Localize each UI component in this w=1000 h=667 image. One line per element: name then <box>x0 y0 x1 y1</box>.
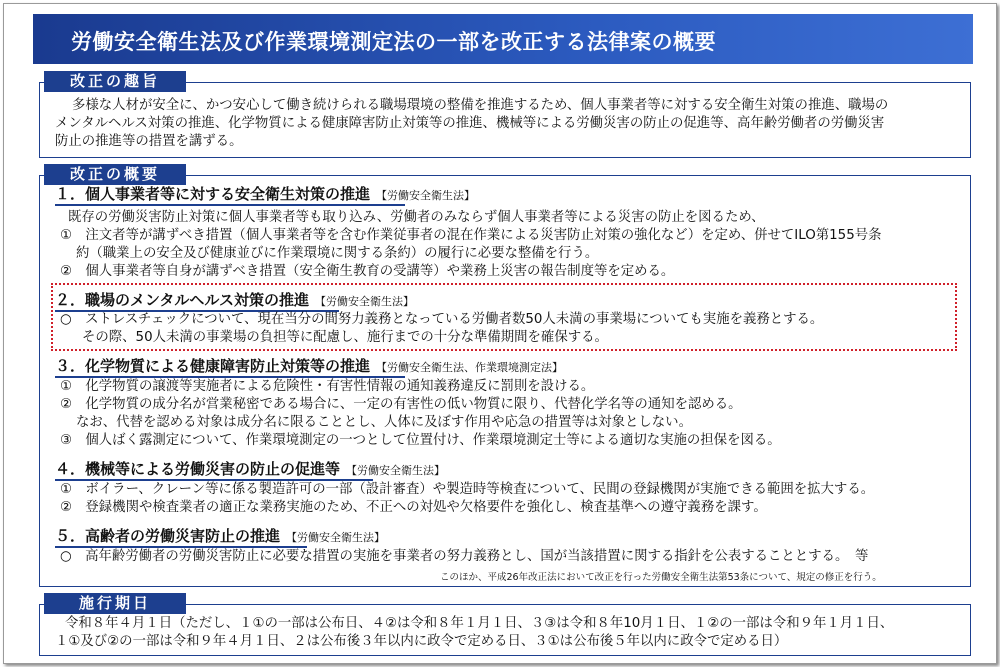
section-4-line-1: ① ボイラー、クレーン等に係る製造許可の一部（設計審査）や製造時等検査について、民間の登録機関が実施できる範囲を拡大する。 <box>60 482 875 497</box>
section-4-law: 【労働安全衛生法】 <box>346 464 446 477</box>
page-title: 労働安全衛生法及び作業環境測定法の一部を改正する法律案の概要 <box>71 30 716 54</box>
section-1-line-2: ① 注文者等が講ずべき措置（個人事業者等を含む作業従事者の混在作業による災害防止対策の強化など）を定め、併せてILO第155号条 <box>60 228 882 243</box>
overview-label: 改正の概要 <box>44 164 186 185</box>
section-1-law: 【労働安全衛生法】 <box>376 189 476 202</box>
section-1-line-4: ② 個人事業者等自身が講ずべき措置（安全衛生教育の受講等）や業務上災害の報告制度等を定める。 <box>60 264 675 279</box>
section-4-title: ４．機械等による労働災害の防止の促進等 <box>55 460 341 478</box>
section-3-line-1: ① 化学物質の譲渡等実施者による危険性・有害性情報の通知義務違反に罰則を設ける。 <box>60 379 595 394</box>
purpose-line-2: メンタルヘルス対策の推進、化学物質による健康障害防止対策等の推進、機械等による労働災害の防止の促進等、高年齢労働者の労働災害 <box>55 116 885 131</box>
section-2-law: 【労働安全衛生法】 <box>314 295 414 308</box>
effective-line-1: 令和８年４月１日（ただし、１①の一部は公布日、４②は令和８年１月１日、３③は令和８年10月１日、１②の一部は令和９年１月１日、 <box>65 616 894 631</box>
section-1-heading <box>55 184 475 206</box>
section-4-heading <box>55 459 445 481</box>
section-1-line-1: 既存の労働災害防止対策に個人事業者等も取り込み、労働者のみならず個人事業者等による災害の防止を図るため、 <box>68 210 765 225</box>
overview-footnote: このほか、平成26年改正法において改正を行った労働安全衛生法第53条について、規定の修正を行う。 <box>440 572 882 583</box>
section-1-line-3: 約（職業上の安全及び健康並びに作業環境に関する条約）の履行に必要な整備を行う。 <box>76 246 599 261</box>
section-1-title: １．個人事業者等に対する安全衛生対策の推進 <box>55 185 371 203</box>
purpose-label: 改正の趣旨 <box>44 71 186 92</box>
section-3-heading <box>55 356 563 378</box>
section-5-law: 【労働安全衛生法】 <box>286 531 386 544</box>
section-5-line-1: ○ 高年齢労働者の労働災害防止に必要な措置の実施を事業者の努力義務とし、国が当該措置に関する指針を公表することとする。 等 <box>60 549 869 564</box>
document-frame <box>3 3 997 664</box>
section-3-line-4: ③ 個人ばく露測定について、作業環境測定の一つとして位置付け、作業環境測定士等による適切な実施の担保を図る。 <box>60 433 781 448</box>
section-3-law: 【労働安全衛生法、作業環境測定法】 <box>376 361 564 374</box>
title-banner <box>33 14 973 64</box>
section-3-line-2: ② 化学物質の成分名が営業秘密である場合に、一定の有害性の低い物質に限り、代替化学名等の通知を認める。 <box>60 397 742 412</box>
effective-line-2: １①及び②の一部は令和９年４月１日、２は公布後３年以内に政令で定める日、３①は公布後５年以内に政令で定める日） <box>55 634 788 649</box>
purpose-line-3: 防止の推進等の措置を講ずる。 <box>55 134 243 149</box>
section-5-heading <box>55 526 385 548</box>
section-2-title: ２．職場のメンタルヘルス対策の推進 <box>55 291 309 309</box>
section-2-line-1: ○ ストレスチェックについて、現在当分の間努力義務となっている労働者数50人未満の事業場についても実施を義務とする。 <box>60 312 824 327</box>
section-2-line-2: その際、50人未満の事業場の負担等に配慮し、施行までの十分な準備期間を確保する。 <box>82 330 608 345</box>
section-4-line-2: ② 登録機関や検査業者の適正な業務実施のため、不正への対処や欠格要件を強化し、検査基準への遵守義務を課す。 <box>60 500 767 515</box>
purpose-line-1: 多様な人材が安全に、かつ安心して働き続けられる職場環境の整備を推進するため、個人事業者等に対する安全衛生対策の推進、職場の <box>72 98 889 113</box>
effective-label: 施行期日 <box>44 593 186 614</box>
section-3-line-3: なお、代替を認める対象は成分名に限ることとし、人体に及ぼす作用や応急の措置等は対象としない。 <box>76 415 692 430</box>
section-1-underline <box>55 204 405 206</box>
section-3-title: ３．化学物質による健康障害防止対策等の推進 <box>55 357 371 375</box>
section-5-title: ５．高齢者の労働災害防止の推進 <box>55 527 281 545</box>
section-2-heading <box>55 290 414 312</box>
